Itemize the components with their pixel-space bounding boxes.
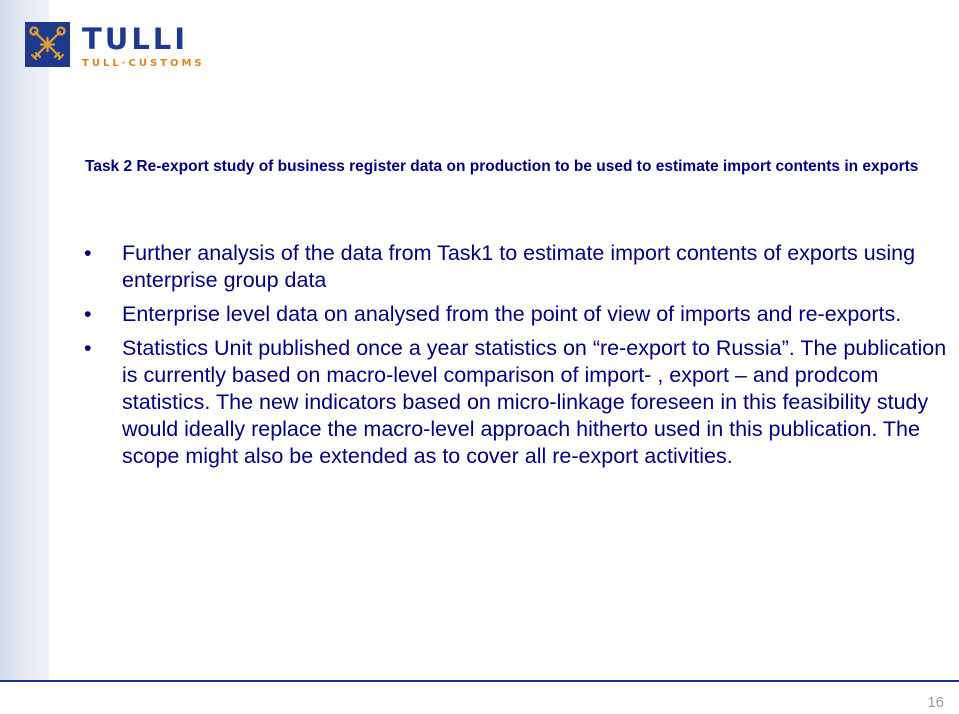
bottom-rule	[0, 680, 959, 682]
logo-text	[82, 24, 205, 71]
customs-emblem-icon	[25, 22, 70, 67]
page-number: 16	[927, 694, 944, 711]
logo-subtitle: TULL·CUSTOMS	[82, 58, 205, 69]
bullet-item	[77, 335, 947, 470]
bullet-marker: •	[84, 241, 92, 265]
bullet-text: Statistics Unit published once a year statistics on “re-export to Russia”. The publication is currently based on macro-level comparison of import- , export – and prodcom statistics. The new indicators based on micro-linkage foreseen in this feasibility study would ideally replace the macro-level approach hitherto used in this publication. The scope might also be extended as to cover all re-export activities.	[122, 336, 947, 468]
slide-title: Task 2 Re-export study of business register data on production to be used to estimate import contents in exports	[85, 158, 919, 175]
logo-brand-name: TULLI	[82, 22, 189, 56]
bullet-item	[77, 301, 947, 328]
bullet-list	[77, 240, 947, 477]
left-decorative-band	[0, 0, 49, 681]
bullet-marker: •	[84, 336, 92, 360]
bullet-marker: •	[84, 302, 92, 326]
bullet-text: Enterprise level data on analysed from the point of view of imports and re-exports.	[122, 302, 902, 326]
bullet-text: Further analysis of the data from Task1 to estimate import contents of exports using enterprise group data	[122, 241, 916, 292]
bullet-item	[77, 240, 947, 294]
tulli-logo	[25, 22, 205, 71]
